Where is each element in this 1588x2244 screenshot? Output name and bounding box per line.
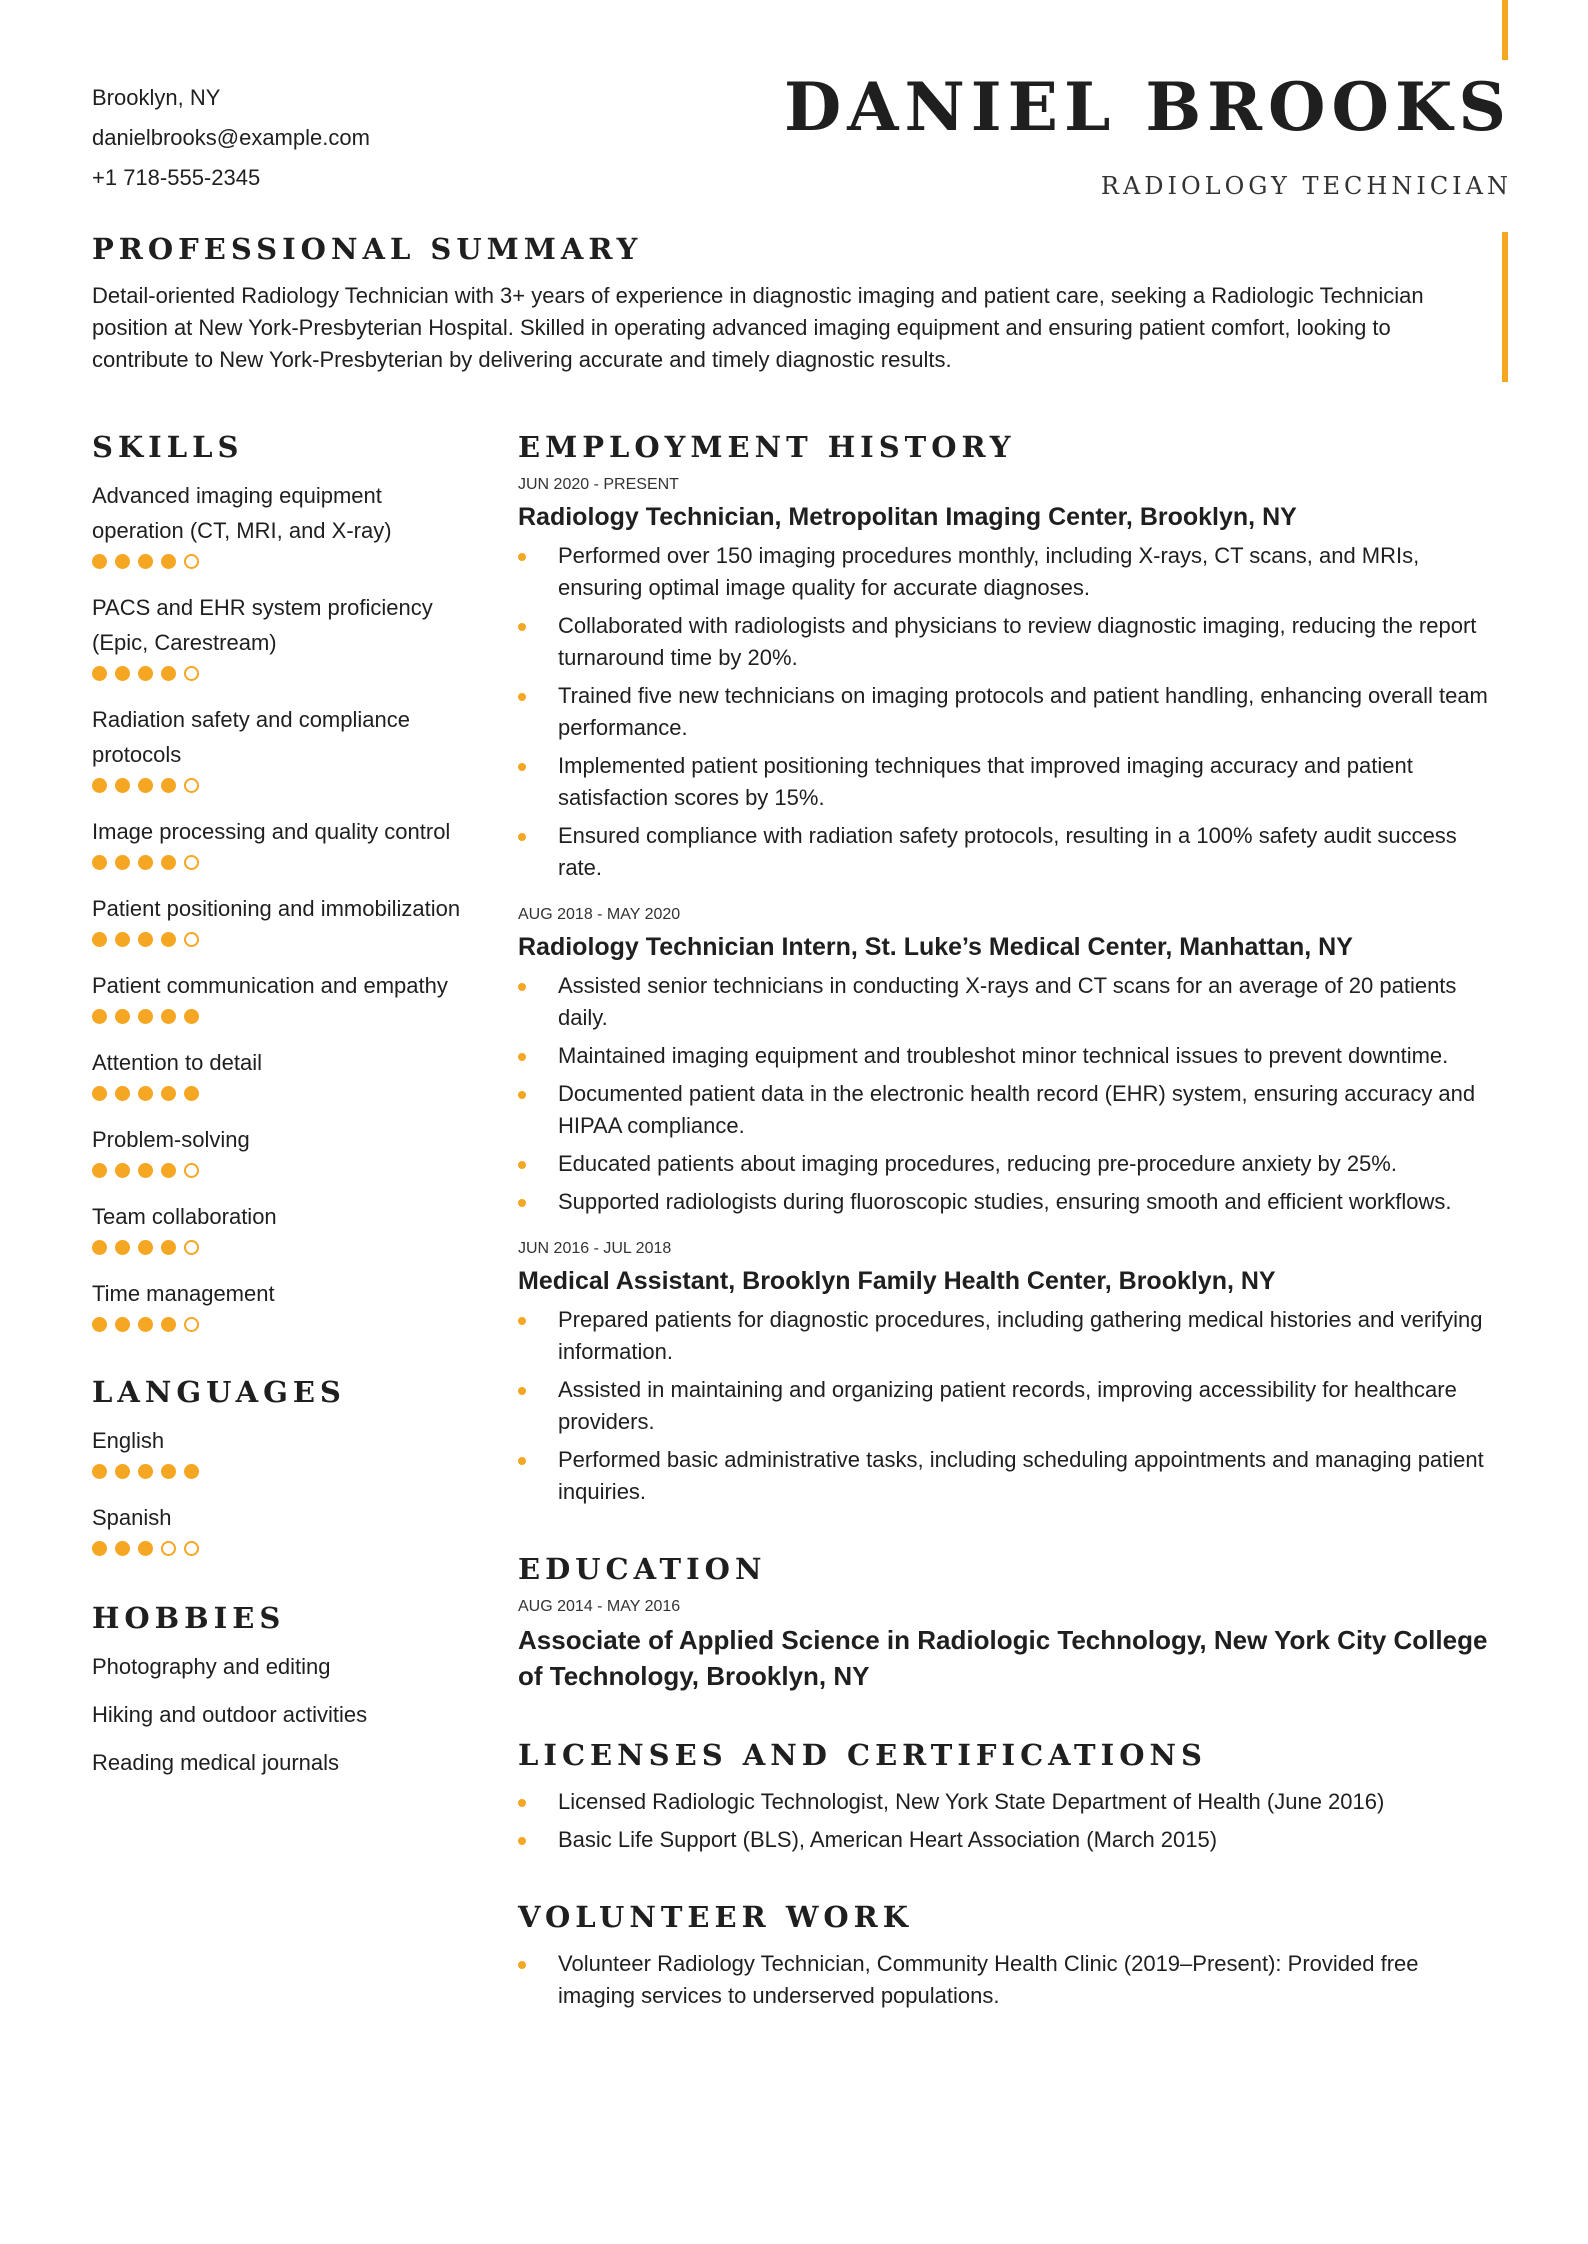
- rating-dot-empty-icon: [161, 1541, 176, 1556]
- section-title-summary: PROFESSIONAL SUMMARY: [92, 232, 643, 266]
- rating-dot-filled-icon: [115, 1317, 130, 1332]
- bullet-icon: [518, 693, 526, 701]
- rating-dot-filled-icon: [115, 1009, 130, 1024]
- licenses-list: [518, 1786, 1498, 1856]
- skill-item: [92, 1045, 462, 1106]
- rating-dot-filled-icon: [138, 778, 153, 793]
- rating-dot-filled-icon: [161, 1009, 176, 1024]
- bullet-icon: [518, 1799, 526, 1807]
- rating-dot-filled-icon: [161, 1317, 176, 1332]
- skill-item: [92, 891, 462, 952]
- job-date: JUN 2016 - JUL 2018: [518, 1240, 672, 1257]
- volunteer-list: [518, 1948, 1498, 2012]
- rating-dots: [92, 1541, 462, 1561]
- bullet-icon: [518, 1317, 526, 1325]
- job-bullet: [518, 540, 1498, 604]
- section-title-languages: LANGUAGES: [92, 1375, 346, 1409]
- rating-dot-filled-icon: [138, 1240, 153, 1255]
- rating-dots: [92, 1464, 462, 1484]
- rating-dots: [92, 554, 462, 574]
- job-bullets: [518, 970, 1498, 1218]
- bullet-icon: [518, 1053, 526, 1061]
- job-bullet: [518, 1304, 1498, 1368]
- job-bullet: [518, 1040, 1498, 1072]
- job-bullets: [518, 540, 1498, 884]
- rating-dot-filled-icon: [138, 554, 153, 569]
- job-bullet: [518, 970, 1498, 1034]
- job-title: Radiology Technician Intern, St. Luke’s Medical Center, Manhattan, NY: [518, 933, 1353, 961]
- rating-dot-filled-icon: [92, 1240, 107, 1255]
- rating-dot-filled-icon: [92, 1086, 107, 1101]
- rating-dot-filled-icon: [92, 1009, 107, 1024]
- rating-dot-filled-icon: [92, 1541, 107, 1556]
- job-date: AUG 2018 - MAY 2020: [518, 906, 681, 923]
- language-item: [92, 1423, 462, 1484]
- rating-dot-filled-icon: [115, 1541, 130, 1556]
- rating-dot-filled-icon: [115, 778, 130, 793]
- candidate-role: RADIOLOGY TECHNICIAN: [1100, 172, 1512, 200]
- volunteer-item: [518, 1948, 1498, 2012]
- skill-label: Radiation safety and compliance protocols: [92, 707, 410, 767]
- rating-dot-filled-icon: [92, 554, 107, 569]
- rating-dot-filled-icon: [115, 855, 130, 870]
- job-bullet-text: Performed basic administrative tasks, including scheduling appointments and managing patient inquiries.: [558, 1447, 1484, 1504]
- rating-dot-filled-icon: [138, 666, 153, 681]
- rating-dot-empty-icon: [184, 1541, 199, 1556]
- rating-dot-filled-icon: [92, 1163, 107, 1178]
- rating-dot-filled-icon: [161, 666, 176, 681]
- professional-summary-section: [92, 232, 1432, 376]
- contact-phone[interactable]: +1 718-555-2345: [92, 165, 261, 190]
- hobby-item: Hiking and outdoor activities: [92, 1702, 368, 1727]
- rating-dots: [92, 1086, 462, 1106]
- bullet-icon: [518, 1387, 526, 1395]
- rating-dot-filled-icon: [92, 778, 107, 793]
- rating-dot-filled-icon: [92, 666, 107, 681]
- job-bullet-text: Performed over 150 imaging procedures monthly, including X-rays, CT scans, and MRIs, ensuring optimal image quality for accurate diagnoses.: [558, 543, 1420, 600]
- skill-label: Problem-solving: [92, 1127, 250, 1152]
- job-bullet-text: Collaborated with radiologists and physicians to review diagnostic imaging, reducing the report turnaround time by 20%.: [558, 613, 1477, 670]
- rating-dots: [92, 1163, 462, 1183]
- hobbies-list: [92, 1643, 462, 1787]
- rating-dot-filled-icon: [115, 1464, 130, 1479]
- language-label: Spanish: [92, 1505, 172, 1530]
- rating-dot-empty-icon: [184, 778, 199, 793]
- skill-item: [92, 1276, 462, 1337]
- rating-dot-filled-icon: [184, 1464, 199, 1479]
- skill-label: Attention to detail: [92, 1050, 263, 1075]
- job-bullet-text: Documented patient data in the electronic health record (EHR) system, ensuring accuracy and HIPAA compliance.: [558, 1081, 1476, 1138]
- bullet-icon: [518, 1161, 526, 1169]
- candidate-name: DANIEL BROOKS: [784, 68, 1512, 146]
- rating-dot-filled-icon: [115, 1163, 130, 1178]
- bullet-icon: [518, 1837, 526, 1845]
- job-bullet: [518, 610, 1498, 674]
- section-title-volunteer: VOLUNTEER WORK: [518, 1900, 913, 1934]
- left-column: [92, 430, 462, 1787]
- job-bullet-text: Educated patients about imaging procedures, reducing pre-procedure anxiety by 25%.: [558, 1151, 1397, 1176]
- bullet-icon: [518, 623, 526, 631]
- rating-dot-filled-icon: [138, 1009, 153, 1024]
- skill-item: [92, 814, 462, 875]
- job-bullets: [518, 1304, 1498, 1508]
- job-bullet-text: Supported radiologists during fluoroscopic studies, ensuring smooth and efficient workflows.: [558, 1189, 1452, 1214]
- rating-dot-filled-icon: [161, 932, 176, 947]
- license-item: [518, 1824, 1498, 1856]
- job-bullet-text: Assisted in maintaining and organizing patient records, improving accessibility for healthcare providers.: [558, 1377, 1457, 1434]
- rating-dot-empty-icon: [184, 554, 199, 569]
- bullet-icon: [518, 553, 526, 561]
- contact-email[interactable]: danielbrooks@example.com: [92, 125, 370, 150]
- rating-dot-filled-icon: [161, 1163, 176, 1178]
- bullet-icon: [518, 1457, 526, 1465]
- languages-list: [92, 1423, 462, 1561]
- job-title: Medical Assistant, Brooklyn Family Health Center, Brooklyn, NY: [518, 1267, 1276, 1295]
- skill-label: Time management: [92, 1281, 275, 1306]
- rating-dot-filled-icon: [161, 1464, 176, 1479]
- rating-dot-empty-icon: [184, 666, 199, 681]
- job-bullet: [518, 1078, 1498, 1142]
- job-bullet-text: Maintained imaging equipment and troubleshot minor technical issues to prevent downtime.: [558, 1043, 1449, 1068]
- job-bullet: [518, 1186, 1498, 1218]
- skill-label: PACS and EHR system proficiency (Epic, Carestream): [92, 595, 433, 655]
- rating-dot-filled-icon: [138, 1317, 153, 1332]
- bullet-icon: [518, 1961, 526, 1969]
- accent-bar-middle: [1502, 232, 1508, 382]
- skill-item: [92, 968, 462, 1029]
- rating-dot-filled-icon: [161, 1240, 176, 1255]
- skill-item: [92, 1122, 462, 1183]
- skill-label: Patient positioning and immobilization: [92, 896, 461, 921]
- skill-item: [92, 702, 462, 798]
- section-title-skills: SKILLS: [92, 430, 244, 464]
- language-label: English: [92, 1428, 165, 1453]
- rating-dot-filled-icon: [138, 1163, 153, 1178]
- bullet-icon: [518, 1091, 526, 1099]
- summary-text: Detail-oriented Radiology Technician with 3+ years of experience in diagnostic imaging and patient care, seeking a Radiologic Technician position at New York-Presbyterian Hospital. Skilled in operating advanced imaging equipment and ensuring patient comfort, looking to contribute to New York-Presbyterian by delivering accurate and timely diagnostic results.: [92, 283, 1424, 372]
- skill-label: Image processing and quality control: [92, 819, 451, 844]
- job-bullet: [518, 680, 1498, 744]
- license-item-text: Basic Life Support (BLS), American Heart Association (March 2015): [558, 1827, 1218, 1852]
- rating-dot-empty-icon: [184, 1317, 199, 1332]
- rating-dot-filled-icon: [115, 666, 130, 681]
- job-title: Radiology Technician, Metropolitan Imaging Center, Brooklyn, NY: [518, 503, 1297, 531]
- accent-bar-top: [1502, 0, 1508, 60]
- bullet-icon: [518, 1199, 526, 1207]
- job-bullet-text: Assisted senior technicians in conducting X-rays and CT scans for an average of 20 patients daily.: [558, 973, 1457, 1030]
- section-title-hobbies: HOBBIES: [92, 1601, 286, 1635]
- bullet-icon: [518, 983, 526, 991]
- rating-dot-filled-icon: [138, 855, 153, 870]
- rating-dot-filled-icon: [92, 1464, 107, 1479]
- rating-dots: [92, 932, 462, 952]
- education-degree: Associate of Applied Science in Radiologic Technology, New York City College of Technology, Brooklyn, NY: [518, 1625, 1488, 1691]
- section-title-licenses: LICENSES AND CERTIFICATIONS: [518, 1738, 1207, 1772]
- rating-dots: [92, 1009, 462, 1029]
- rating-dots: [92, 855, 462, 875]
- rating-dot-empty-icon: [184, 932, 199, 947]
- license-item-text: Licensed Radiologic Technologist, New York State Department of Health (June 2016): [558, 1789, 1385, 1814]
- rating-dot-filled-icon: [115, 932, 130, 947]
- right-column: [518, 430, 1498, 2018]
- rating-dots: [92, 666, 462, 686]
- hobby-item: Photography and editing: [92, 1654, 331, 1679]
- contact-block: [92, 78, 370, 198]
- job-bullet-text: Implemented patient positioning techniques that improved imaging accuracy and patient satisfaction scores by 15%.: [558, 753, 1413, 810]
- contact-location: Brooklyn, NY: [92, 85, 221, 110]
- rating-dot-filled-icon: [161, 855, 176, 870]
- bullet-icon: [518, 833, 526, 841]
- skill-label: Team collaboration: [92, 1204, 277, 1229]
- volunteer-item-text: Volunteer Radiology Technician, Community Health Clinic (2019–Present): Provided free imaging services to underserved populations.: [558, 1951, 1419, 2008]
- skills-list: [92, 478, 462, 1337]
- job-bullet: [518, 820, 1498, 884]
- rating-dots: [92, 1317, 462, 1337]
- rating-dot-filled-icon: [184, 1009, 199, 1024]
- rating-dots: [92, 778, 462, 798]
- rating-dot-filled-icon: [161, 778, 176, 793]
- job-bullet-text: Ensured compliance with radiation safety protocols, resulting in a 100% safety audit success rate.: [558, 823, 1457, 880]
- job-bullet: [518, 1374, 1498, 1438]
- job-entry: [518, 1240, 1498, 1508]
- rating-dot-filled-icon: [92, 1317, 107, 1332]
- rating-dot-filled-icon: [138, 1464, 153, 1479]
- job-bullet: [518, 1444, 1498, 1508]
- rating-dot-filled-icon: [161, 1086, 176, 1101]
- rating-dot-filled-icon: [115, 1240, 130, 1255]
- section-title-employment: EMPLOYMENT HISTORY: [518, 430, 1016, 464]
- rating-dot-filled-icon: [138, 932, 153, 947]
- skill-item: [92, 478, 462, 574]
- skill-label: Patient communication and empathy: [92, 973, 448, 998]
- job-bullet-text: Trained five new technicians on imaging protocols and patient handling, enhancing overall team performance.: [558, 683, 1488, 740]
- rating-dot-filled-icon: [115, 554, 130, 569]
- rating-dot-filled-icon: [138, 1086, 153, 1101]
- rating-dot-filled-icon: [138, 1541, 153, 1556]
- rating-dot-filled-icon: [92, 932, 107, 947]
- rating-dot-empty-icon: [184, 855, 199, 870]
- rating-dot-filled-icon: [115, 1086, 130, 1101]
- job-bullet-text: Prepared patients for diagnostic procedures, including gathering medical histories and verifying information.: [558, 1307, 1483, 1364]
- job-bullet: [518, 1148, 1498, 1180]
- rating-dot-filled-icon: [161, 554, 176, 569]
- job-entry: [518, 906, 1498, 1218]
- section-title-education: EDUCATION: [518, 1552, 767, 1586]
- skill-item: [92, 1199, 462, 1260]
- education-date: AUG 2014 - MAY 2016: [518, 1598, 681, 1615]
- rating-dots: [92, 1240, 462, 1260]
- bullet-icon: [518, 763, 526, 771]
- language-item: [92, 1500, 462, 1561]
- rating-dot-filled-icon: [92, 855, 107, 870]
- skill-label: Advanced imaging equipment operation (CT, MRI, and X-ray): [92, 483, 392, 543]
- rating-dot-empty-icon: [184, 1163, 199, 1178]
- job-entry: [518, 476, 1498, 884]
- rating-dot-filled-icon: [184, 1086, 199, 1101]
- job-date: JUN 2020 - PRESENT: [518, 476, 679, 493]
- job-bullet: [518, 750, 1498, 814]
- license-item: [518, 1786, 1498, 1818]
- jobs-list: [518, 476, 1498, 1508]
- skill-item: [92, 590, 462, 686]
- hobby-item: Reading medical journals: [92, 1750, 340, 1775]
- rating-dot-empty-icon: [184, 1240, 199, 1255]
